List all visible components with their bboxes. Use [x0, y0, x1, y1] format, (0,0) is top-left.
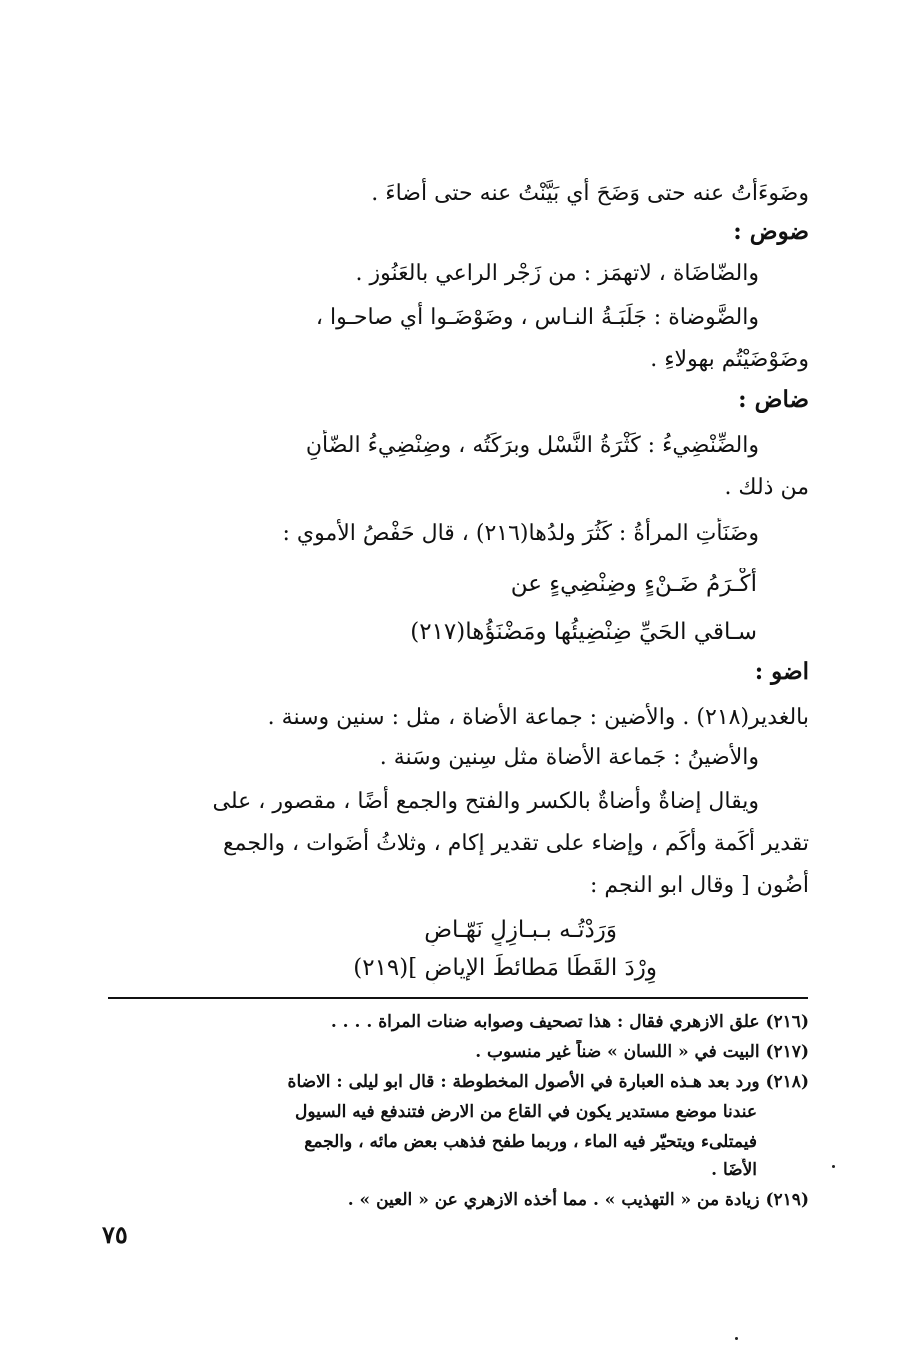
text-line: ويقال إضاةٌ وأضاةٌ بالكسر والفتح والجمع أَضًا ، مقصور ، على	[212, 789, 759, 814]
text-line: والضِّنْضِيءُ : كَثْرَةُ النَّسْل وبرَكَتُه ، وضِنْضِيءُ الضّأنِ	[305, 433, 759, 458]
footnote: (٢١٩) زيادة من « التهذيب » . مما أخذه الازهري عن « العين » .	[347, 1190, 809, 1210]
text-line: وضَوءَأتُ عنه حتى وَضَحَ أي بَيَّنْتُ عنه حتى أضاءَ .	[371, 181, 809, 206]
text-line: والأَضينُ : جَماعة الأضاة مثل سِنين وسَنة .	[379, 745, 759, 770]
text-line: وضَنَأتِ المرأةُ : كَثُرَ ولدُها(٢١٦) ، قال حَفْصُ الأموي :	[282, 521, 759, 546]
footnote-continuation: فيمتلىء ويتحيّر فيه الماء ، وربما طفح فذهب بعض مائه ، والجمع	[304, 1132, 757, 1152]
footnote: (٢١٦) علق الازهري فقال : هذا تصحيف وصوابه ضنات المراة . . . .	[330, 1012, 809, 1032]
footnote-continuation: الأَضَا .	[711, 1160, 757, 1180]
verse-line: وِرْدَ القَطَا مَطائطَ الإياضِ ](٢١٩)	[353, 955, 657, 981]
text-line: بالغدير(٢١٨) . والأَضين : جماعة الأضاة ، مثل : سنين وسنة .	[267, 705, 809, 730]
page-number: ٧٥	[102, 1220, 128, 1249]
footnote: (٢١٧) البيت في « اللسان » ضناً غير منسوب .	[475, 1042, 809, 1062]
text-line: والضَّوضاة : جَلَبَـةُ النـاس ، وضَوْضَـوا أي صاحـوا ،	[315, 305, 759, 330]
footnote-continuation: عندنا موضع مستدير يكون في القاع من الارض فتندفع فيه السيول	[294, 1102, 757, 1122]
scan-speck	[832, 1165, 835, 1168]
text-line: أضُون [ وقال ابو النجم :	[589, 873, 809, 898]
entry-heading: اضو :	[754, 658, 809, 685]
text-line: من ذلك .	[724, 475, 809, 500]
footnote: (٢١٨) ورد بعد هـذه العبارة في الأصول المخطوطة : قال ابو ليلى : الاضاة	[287, 1072, 809, 1092]
verse-line: أكْـرَمُ ضَـنْءٍ وضِنْضِيءٍ عن	[510, 571, 757, 597]
footnote-separator	[108, 997, 808, 999]
scan-speck	[735, 1337, 738, 1340]
entry-heading: ضاض :	[738, 386, 809, 413]
text-line: تقدير أَكَمة وأَكَم ، وإضاء على تقدير إكام ، وثلاثُ أَضَوات ، والجمع	[222, 831, 809, 856]
verse-line: سـاقي الحَيِّ ضِنْضِيئُها ومَضْنَؤُها(٢١٧)	[410, 619, 757, 645]
text-line: والضّاضَاة ، لاتهمَز : من زَجْر الراعي بالعَنُوز .	[355, 261, 759, 286]
text-line: وضَوْضَيْتُم بهولاءِ .	[650, 347, 809, 372]
verse-line: وَرَدْتُـه بـبـازِلٍ نَهّـاضٍ	[424, 917, 617, 943]
entry-heading: ضوض :	[733, 218, 809, 245]
